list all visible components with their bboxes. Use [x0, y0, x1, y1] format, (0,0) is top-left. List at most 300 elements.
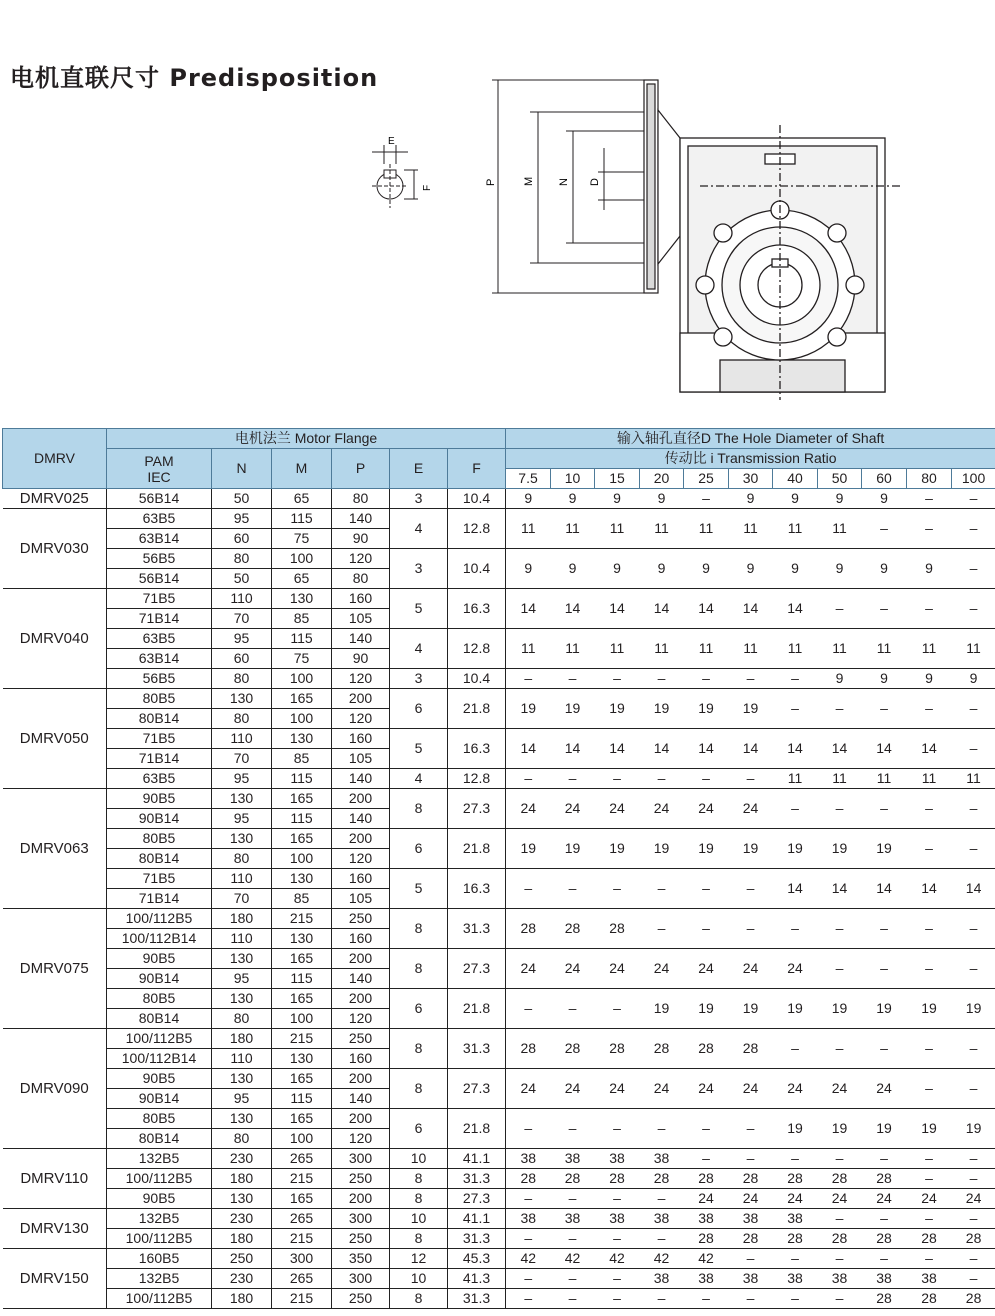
p-cell: 250 — [332, 1029, 390, 1049]
shaft-diameter-cell: – — [773, 689, 818, 729]
n-cell: 110 — [212, 929, 272, 949]
p-cell: 80 — [332, 569, 390, 589]
m-cell: 265 — [272, 1149, 332, 1169]
shaft-diameter-cell: – — [952, 1029, 995, 1069]
n-cell: 60 — [212, 529, 272, 549]
shaft-diameter-cell: 28 — [773, 1229, 818, 1249]
shaft-diameter-cell: – — [952, 909, 995, 949]
shaft-diameter-cell: – — [952, 509, 995, 549]
shaft-diameter-cell: – — [506, 1229, 551, 1249]
shaft-diameter-cell: – — [952, 1149, 995, 1169]
shaft-diameter-cell: 14 — [684, 589, 729, 629]
shaft-diameter-cell: – — [952, 1249, 995, 1269]
shaft-diameter-cell: 28 — [818, 1169, 862, 1189]
n-cell: 130 — [212, 829, 272, 849]
shaft-diameter-cell: 28 — [551, 1029, 595, 1069]
n-cell: 50 — [212, 489, 272, 509]
m-cell: 165 — [272, 1109, 332, 1129]
shaft-diameter-cell: 38 — [551, 1209, 595, 1229]
pam-cell: 100/112B5 — [107, 1169, 212, 1189]
e-cell: 8 — [390, 1229, 448, 1249]
shaft-diameter-cell: – — [506, 1109, 551, 1149]
shaft-diameter-cell: 24 — [506, 949, 551, 989]
shaft-diameter-cell: 38 — [640, 1209, 684, 1229]
flange-outline — [644, 80, 680, 293]
p-cell: 140 — [332, 1089, 390, 1109]
shaft-diameter-cell: 11 — [818, 769, 862, 789]
n-cell: 230 — [212, 1149, 272, 1169]
shaft-diameter-cell: 38 — [684, 1269, 729, 1289]
shaft-diameter-cell: 28 — [506, 909, 551, 949]
m-cell: 130 — [272, 929, 332, 949]
n-cell: 95 — [212, 1089, 272, 1109]
gearbox-drawing — [0, 70, 995, 415]
p-cell: 200 — [332, 949, 390, 969]
m-cell: 75 — [272, 529, 332, 549]
shaft-diameter-cell: – — [595, 1289, 640, 1309]
f-cell: 12.8 — [448, 769, 506, 789]
p-cell: 160 — [332, 869, 390, 889]
p-cell: 120 — [332, 849, 390, 869]
shaft-diameter-cell: 38 — [640, 1269, 684, 1289]
m-cell: 85 — [272, 889, 332, 909]
shaft-diameter-cell: – — [773, 1249, 818, 1269]
shaft-diameter-cell: – — [773, 1029, 818, 1069]
p-cell: 90 — [332, 529, 390, 549]
shaft-diameter-cell: 38 — [506, 1209, 551, 1229]
e-cell: 6 — [390, 1109, 448, 1149]
shaft-diameter-cell: – — [818, 1249, 862, 1269]
f-header: F — [448, 449, 506, 489]
pam-cell: 100/112B14 — [107, 1049, 212, 1069]
shaft-diameter-cell: – — [640, 1289, 684, 1309]
shaft-diameter-cell: – — [640, 1189, 684, 1209]
e-cell: 5 — [390, 729, 448, 769]
shaft-diameter-cell: 9 — [551, 549, 595, 589]
p-cell: 350 — [332, 1249, 390, 1269]
pam-cell: 90B5 — [107, 1189, 212, 1209]
shaft-diameter-cell: – — [907, 689, 952, 729]
shaft-diameter-cell: 24 — [907, 1189, 952, 1209]
shaft-diameter-cell: 11 — [640, 509, 684, 549]
p-cell: 200 — [332, 689, 390, 709]
e-cell: 4 — [390, 509, 448, 549]
shaft-diameter-cell: 24 — [862, 1069, 907, 1109]
shaft-diameter-cell: 11 — [773, 629, 818, 669]
shaft-diameter-cell: – — [640, 1229, 684, 1249]
shaft-diameter-cell: – — [729, 909, 773, 949]
p-cell: 120 — [332, 1009, 390, 1029]
shaft-diameter-cell: 42 — [506, 1249, 551, 1269]
m-cell: 215 — [272, 1029, 332, 1049]
shaft-diameter-cell: 38 — [595, 1149, 640, 1169]
m-cell: 100 — [272, 849, 332, 869]
m-cell: 265 — [272, 1209, 332, 1229]
e-cell: 8 — [390, 1289, 448, 1309]
n-cell: 60 — [212, 649, 272, 669]
shaft-diameter-cell: 28 — [952, 1229, 995, 1249]
shaft-diameter-cell: 14 — [640, 729, 684, 769]
shaft-diameter-cell: 28 — [640, 1169, 684, 1189]
shaft-diameter-cell: 11 — [907, 629, 952, 669]
e-cell: 8 — [390, 1189, 448, 1209]
shaft-diameter-cell: – — [640, 1109, 684, 1149]
shaft-diameter-cell: 24 — [729, 1069, 773, 1109]
model-header: DMRV — [3, 429, 107, 489]
m-cell: 75 — [272, 649, 332, 669]
shaft-diameter-cell: – — [818, 1029, 862, 1069]
m-cell: 85 — [272, 609, 332, 629]
n-cell: 230 — [212, 1269, 272, 1289]
shaft-diameter-cell: 11 — [773, 769, 818, 789]
f-cell: 10.4 — [448, 489, 506, 509]
m-cell: 165 — [272, 1069, 332, 1089]
shaft-diameter-cell: 19 — [551, 829, 595, 869]
shaft-diameter-cell: – — [729, 769, 773, 789]
pam-cell: 80B14 — [107, 849, 212, 869]
shaft-diameter-cell: – — [773, 669, 818, 689]
shaft-diameter-cell: 42 — [684, 1249, 729, 1269]
n-cell: 50 — [212, 569, 272, 589]
table-row — [3, 1289, 995, 1309]
table-row — [3, 1229, 995, 1249]
pam-cell: 80B5 — [107, 989, 212, 1009]
p-cell: 200 — [332, 989, 390, 1009]
shaft-diameter-cell: – — [952, 589, 995, 629]
n-cell: 80 — [212, 849, 272, 869]
p-header: P — [332, 449, 390, 489]
keyway-detail — [372, 145, 418, 208]
pam-cell: 90B5 — [107, 949, 212, 969]
e-cell: 6 — [390, 689, 448, 729]
shaft-diameter-cell: 24 — [640, 789, 684, 829]
shaft-diameter-cell: 24 — [595, 1069, 640, 1109]
shaft-diameter-cell: 11 — [862, 769, 907, 789]
e-cell: 8 — [390, 1169, 448, 1189]
shaft-diameter-cell: – — [506, 1289, 551, 1309]
shaft-diameter-cell: 11 — [684, 509, 729, 549]
f-cell: 31.3 — [448, 1169, 506, 1189]
m-cell: 215 — [272, 1229, 332, 1249]
p-cell: 120 — [332, 549, 390, 569]
f-cell: 45.3 — [448, 1249, 506, 1269]
table-row — [3, 589, 995, 609]
table-row — [3, 909, 995, 929]
m-cell: 115 — [272, 809, 332, 829]
f-cell: 16.3 — [448, 869, 506, 909]
shaft-diameter-cell: 11 — [551, 629, 595, 669]
shaft-diameter-cell: 11 — [907, 769, 952, 789]
shaft-diameter-cell: – — [729, 1109, 773, 1149]
m-cell: 100 — [272, 1129, 332, 1149]
shaft-diameter-cell: 14 — [773, 589, 818, 629]
shaft-diameter-cell: 19 — [952, 1109, 995, 1149]
pam-cell: 80B14 — [107, 709, 212, 729]
pam-cell: 71B14 — [107, 749, 212, 769]
table-row — [3, 1069, 995, 1089]
pam-cell: 71B5 — [107, 869, 212, 889]
shaft-diameter-cell: 24 — [506, 789, 551, 829]
f-cell: 27.3 — [448, 1189, 506, 1209]
shaft-diameter-cell: – — [907, 949, 952, 989]
n-cell: 70 — [212, 749, 272, 769]
f-cell: 21.8 — [448, 989, 506, 1029]
shaft-diameter-cell: – — [952, 729, 995, 769]
model-cell: DMRV050 — [3, 689, 107, 789]
m-cell: 165 — [272, 689, 332, 709]
m-cell: 85 — [272, 749, 332, 769]
shaft-diameter-cell: 19 — [729, 989, 773, 1029]
shaft-diameter-cell: 9 — [595, 489, 640, 509]
shaft-diameter-cell: 14 — [640, 589, 684, 629]
shaft-diameter-cell: – — [818, 789, 862, 829]
shaft-diameter-cell: 24 — [684, 1189, 729, 1209]
shaft-diameter-cell: 19 — [684, 989, 729, 1029]
shaft-diameter-cell: 19 — [729, 689, 773, 729]
shaft-diameter-cell: 14 — [862, 869, 907, 909]
shaft-diameter-cell: – — [907, 489, 952, 509]
shaft-diameter-cell: 9 — [818, 489, 862, 509]
shaft-diameter-cell: – — [640, 669, 684, 689]
shaft-diameter-cell: – — [952, 1069, 995, 1109]
shaft-diameter-cell: – — [862, 689, 907, 729]
shaft-diameter-cell: 28 — [907, 1229, 952, 1249]
n-cell: 130 — [212, 949, 272, 969]
shaft-diameter-cell: 28 — [952, 1289, 995, 1309]
n-cell: 110 — [212, 869, 272, 889]
shaft-diameter-cell: 9 — [729, 549, 773, 589]
shaft-diameter-cell: 38 — [862, 1269, 907, 1289]
m-cell: 115 — [272, 969, 332, 989]
m-cell: 115 — [272, 509, 332, 529]
table-row — [3, 509, 995, 529]
pam-cell: 90B5 — [107, 1069, 212, 1089]
transmission-ratio-header: 传动比 i Transmission Ratio — [506, 449, 995, 469]
shaft-diameter-cell: – — [818, 1209, 862, 1229]
pam-cell: 132B5 — [107, 1149, 212, 1169]
pam-cell: 100/112B5 — [107, 1289, 212, 1309]
e-cell: 10 — [390, 1209, 448, 1229]
n-cell: 80 — [212, 1129, 272, 1149]
table-row — [3, 829, 995, 849]
shaft-diameter-cell: – — [862, 1029, 907, 1069]
m-cell: 100 — [272, 709, 332, 729]
f-cell: 12.8 — [448, 509, 506, 549]
header-row — [3, 449, 995, 469]
shaft-diameter-cell: 28 — [862, 1169, 907, 1189]
pam-cell: 56B5 — [107, 549, 212, 569]
m-cell: 215 — [272, 909, 332, 929]
shaft-diameter-cell: – — [551, 869, 595, 909]
shaft-diameter-cell: 24 — [595, 949, 640, 989]
e-cell: 5 — [390, 589, 448, 629]
m-cell: 65 — [272, 489, 332, 509]
shaft-diameter-cell: 24 — [640, 949, 684, 989]
shaft-diameter-header: 输入轴孔直径D The Hole Diameter of Shaft — [506, 429, 995, 449]
pam-cell: 100/112B5 — [107, 1029, 212, 1049]
keyway-e-label: E — [388, 136, 395, 147]
shaft-diameter-cell: 14 — [506, 589, 551, 629]
shaft-diameter-cell: 38 — [907, 1269, 952, 1289]
n-cell: 130 — [212, 689, 272, 709]
p-cell: 200 — [332, 1069, 390, 1089]
n-cell: 180 — [212, 1289, 272, 1309]
f-cell: 10.4 — [448, 669, 506, 689]
shaft-diameter-cell: 24 — [773, 949, 818, 989]
n-cell: 80 — [212, 709, 272, 729]
shaft-diameter-cell: 9 — [773, 549, 818, 589]
m-cell: 165 — [272, 949, 332, 969]
model-cell: DMRV130 — [3, 1209, 107, 1249]
n-cell: 230 — [212, 1209, 272, 1229]
shaft-diameter-cell: 24 — [818, 1069, 862, 1109]
p-cell: 90 — [332, 649, 390, 669]
shaft-diameter-cell: 28 — [729, 1029, 773, 1069]
table-row — [3, 669, 995, 689]
table-row — [3, 629, 995, 649]
table-row — [3, 689, 995, 709]
f-cell: 12.8 — [448, 629, 506, 669]
f-cell: 21.8 — [448, 829, 506, 869]
n-cell: 250 — [212, 1249, 272, 1269]
shaft-diameter-cell: 19 — [818, 1109, 862, 1149]
shaft-diameter-cell: 42 — [551, 1249, 595, 1269]
pam-cell: 100/112B14 — [107, 929, 212, 949]
f-cell: 10.4 — [448, 549, 506, 589]
shaft-diameter-cell: 38 — [729, 1209, 773, 1229]
f-cell: 31.3 — [448, 1229, 506, 1249]
pam-cell: 90B5 — [107, 789, 212, 809]
n-cell: 180 — [212, 1029, 272, 1049]
dim-p-label: P — [485, 178, 497, 186]
shaft-diameter-cell: 14 — [773, 869, 818, 909]
table-row — [3, 949, 995, 969]
shaft-diameter-cell: 24 — [640, 1069, 684, 1109]
n-cell: 95 — [212, 969, 272, 989]
pam-cell: 63B14 — [107, 649, 212, 669]
shaft-diameter-cell: 28 — [684, 1169, 729, 1189]
shaft-diameter-cell: 9 — [907, 549, 952, 589]
pam-cell: 71B14 — [107, 609, 212, 629]
shaft-diameter-cell: 28 — [684, 1029, 729, 1069]
shaft-diameter-cell: – — [907, 789, 952, 829]
shaft-diameter-cell: 38 — [595, 1209, 640, 1229]
shaft-diameter-cell: – — [862, 949, 907, 989]
pam-cell: 80B5 — [107, 689, 212, 709]
e-cell: 10 — [390, 1149, 448, 1169]
shaft-diameter-cell: – — [551, 669, 595, 689]
e-cell: 3 — [390, 669, 448, 689]
shaft-diameter-cell: 9 — [907, 669, 952, 689]
shaft-diameter-cell: – — [684, 669, 729, 689]
shaft-diameter-cell: – — [595, 1269, 640, 1289]
shaft-diameter-cell: 9 — [506, 489, 551, 509]
pam-cell: 80B14 — [107, 1009, 212, 1029]
shaft-diameter-cell: – — [595, 989, 640, 1029]
shaft-diameter-cell: 28 — [551, 1169, 595, 1189]
m-cell: 215 — [272, 1289, 332, 1309]
shaft-diameter-cell: 11 — [862, 629, 907, 669]
shaft-diameter-cell: 9 — [640, 489, 684, 509]
shaft-diameter-cell: – — [818, 689, 862, 729]
shaft-diameter-cell: 24 — [684, 1069, 729, 1109]
motor-flange-header: 电机法兰 Motor Flange — [107, 429, 506, 449]
shaft-diameter-cell: 9 — [551, 489, 595, 509]
shaft-diameter-cell: 19 — [773, 989, 818, 1029]
shaft-diameter-cell: – — [506, 769, 551, 789]
n-cell: 110 — [212, 1049, 272, 1069]
e-cell: 8 — [390, 909, 448, 949]
n-cell: 180 — [212, 1229, 272, 1249]
shaft-diameter-cell: 19 — [818, 989, 862, 1029]
p-cell: 140 — [332, 809, 390, 829]
e-cell: 4 — [390, 629, 448, 669]
shaft-diameter-cell: – — [907, 829, 952, 869]
m-cell: 165 — [272, 1189, 332, 1209]
shaft-diameter-cell: – — [551, 1229, 595, 1249]
shaft-diameter-cell: – — [862, 589, 907, 629]
shaft-diameter-cell: – — [907, 1249, 952, 1269]
shaft-diameter-cell: – — [506, 669, 551, 689]
pam-cell: 90B14 — [107, 969, 212, 989]
f-cell: 27.3 — [448, 949, 506, 989]
shaft-diameter-cell: 19 — [773, 1109, 818, 1149]
p-cell: 105 — [332, 749, 390, 769]
shaft-diameter-cell: 19 — [818, 829, 862, 869]
shaft-diameter-cell: 11 — [684, 629, 729, 669]
shaft-diameter-cell: – — [684, 1149, 729, 1169]
pam-cell: 132B5 — [107, 1269, 212, 1289]
n-cell: 130 — [212, 1109, 272, 1129]
shaft-diameter-cell: – — [907, 589, 952, 629]
shaft-diameter-cell: 28 — [595, 1029, 640, 1069]
shaft-diameter-cell: – — [952, 829, 995, 869]
model-cell: DMRV040 — [3, 589, 107, 689]
shaft-diameter-cell: – — [551, 769, 595, 789]
shaft-diameter-cell: 19 — [907, 1109, 952, 1149]
shaft-diameter-cell: 24 — [773, 1069, 818, 1109]
shaft-diameter-cell: 19 — [506, 689, 551, 729]
f-cell: 16.3 — [448, 589, 506, 629]
shaft-diameter-cell: 14 — [729, 729, 773, 769]
n-cell: 70 — [212, 609, 272, 629]
shaft-diameter-cell: 11 — [551, 509, 595, 549]
shaft-diameter-cell: – — [862, 789, 907, 829]
n-cell: 180 — [212, 1169, 272, 1189]
p-cell: 300 — [332, 1269, 390, 1289]
page-title: 电机直联尺寸 Predisposition — [10, 64, 379, 92]
f-cell: 31.3 — [448, 1029, 506, 1069]
shaft-diameter-cell: 28 — [595, 1169, 640, 1189]
shaft-diameter-cell: 19 — [862, 829, 907, 869]
shaft-diameter-cell: 24 — [729, 789, 773, 829]
keyway-f-label: F — [422, 184, 433, 191]
p-cell: 80 — [332, 489, 390, 509]
shaft-diameter-cell: 24 — [551, 789, 595, 829]
p-cell: 200 — [332, 1189, 390, 1209]
shaft-diameter-cell: – — [640, 869, 684, 909]
shaft-diameter-cell: 38 — [773, 1209, 818, 1229]
shaft-diameter-cell: 14 — [729, 589, 773, 629]
shaft-diameter-cell: 19 — [773, 829, 818, 869]
shaft-diameter-cell: – — [595, 1229, 640, 1249]
ratio-value: 7.5 — [506, 469, 551, 489]
p-cell: 105 — [332, 889, 390, 909]
shaft-diameter-cell: – — [773, 1149, 818, 1169]
e-cell: 3 — [390, 489, 448, 509]
shaft-diameter-cell: – — [862, 1209, 907, 1229]
pam-cell: 71B5 — [107, 729, 212, 749]
